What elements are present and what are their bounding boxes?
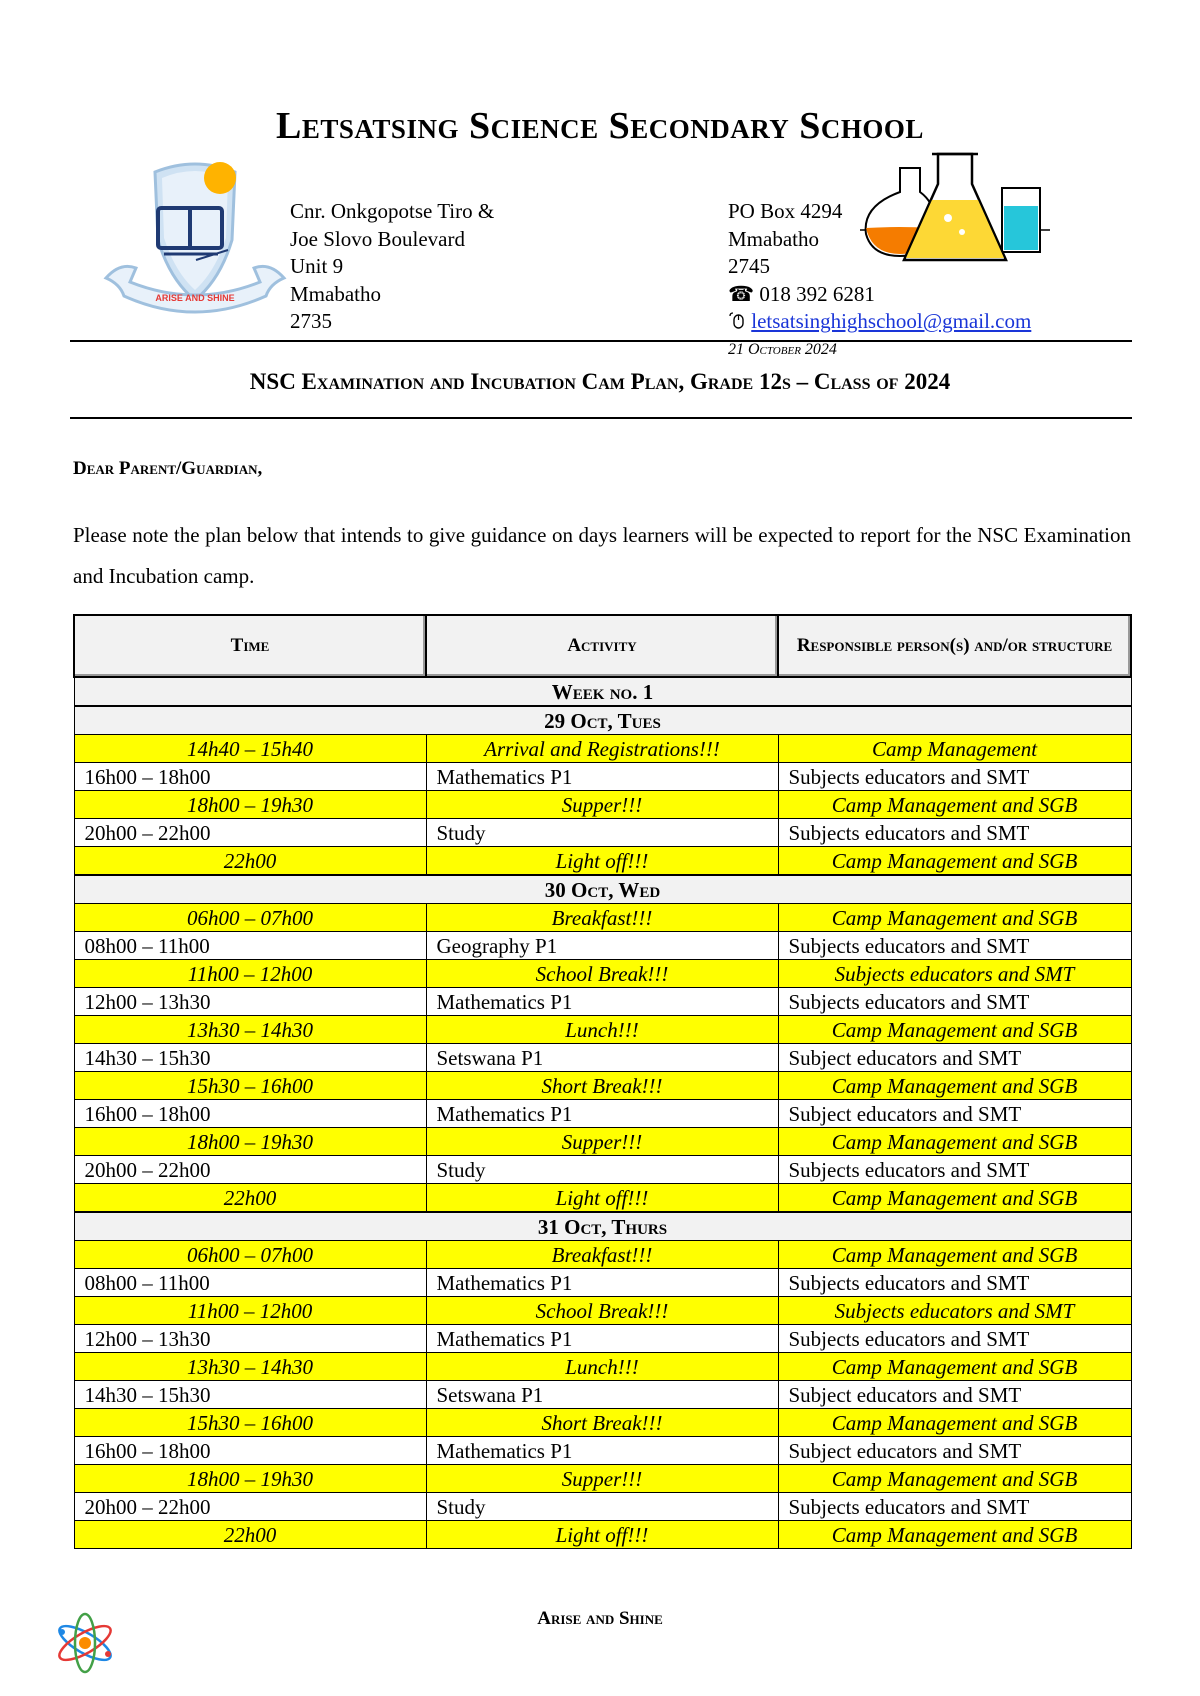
responsible-cell: Camp Management and SGB <box>778 904 1131 932</box>
activity-cell: Lunch!!! <box>426 1016 778 1044</box>
time-cell: 11h00 – 12h00 <box>74 1297 426 1325</box>
table-row <box>74 1353 1131 1381</box>
time-cell: 14h30 – 15h30 <box>74 1044 426 1072</box>
activity-cell: Arrival and Registrations!!! <box>426 735 778 763</box>
responsible-cell: Subjects educators and SMT <box>778 819 1131 847</box>
responsible-cell: Camp Management and SGB <box>778 1016 1131 1044</box>
activity-cell: Setswana P1 <box>426 1044 778 1072</box>
postal-line: Mmabatho <box>728 226 819 251</box>
crest-motto: ARISE AND SHINE <box>155 293 235 303</box>
postal-line: PO Box 4294 <box>728 199 843 223</box>
address-line: Cnr. Onkgopotse Tiro & <box>290 199 495 223</box>
table-row <box>74 1269 1131 1297</box>
table-row <box>74 1184 1131 1213</box>
responsible-cell: Subjects educators and SMT <box>778 988 1131 1016</box>
section-heading-row <box>74 677 1131 706</box>
activity-cell: Breakfast!!! <box>426 1241 778 1269</box>
activity-cell: Short Break!!! <box>426 1409 778 1437</box>
activity-cell: Study <box>426 1156 778 1184</box>
time-cell: 20h00 – 22h00 <box>74 819 426 847</box>
time-cell: 20h00 – 22h00 <box>74 1156 426 1184</box>
table-row <box>74 1297 1131 1325</box>
table-row <box>74 988 1131 1016</box>
postal-line: 2745 <box>728 254 770 278</box>
address-line: 2735 <box>290 309 332 333</box>
salutation: Dear Parent/Guardian, <box>73 458 263 479</box>
time-cell: 14h40 – 15h40 <box>74 735 426 763</box>
table-header-row <box>74 615 1131 677</box>
address-line: Unit 9 <box>290 254 344 278</box>
school-street-address <box>290 198 494 336</box>
camp-plan-table <box>73 614 1132 1549</box>
table-row <box>74 1409 1131 1437</box>
time-cell: 11h00 – 12h00 <box>74 960 426 988</box>
activity-cell: Mathematics P1 <box>426 763 778 791</box>
mouse-icon <box>728 310 746 330</box>
header-divider <box>70 340 1132 342</box>
time-cell: 22h00 <box>74 847 426 876</box>
section-heading: Week no. 1 <box>74 677 1131 706</box>
activity-cell: Light off!!! <box>426 847 778 876</box>
responsible-cell: Camp Management <box>778 735 1131 763</box>
time-cell: 16h00 – 18h00 <box>74 1100 426 1128</box>
section-heading-row <box>74 1212 1131 1241</box>
responsible-cell: Camp Management and SGB <box>778 1409 1131 1437</box>
time-cell: 22h00 <box>74 1521 426 1549</box>
time-cell: 18h00 – 19h30 <box>74 791 426 819</box>
responsible-cell: Camp Management and SGB <box>778 1184 1131 1213</box>
section-heading: 31 Oct, Thurs <box>74 1212 1131 1241</box>
table-row <box>74 960 1131 988</box>
responsible-cell: Camp Management and SGB <box>778 1353 1131 1381</box>
table-row <box>74 847 1131 876</box>
time-cell: 22h00 <box>74 1184 426 1213</box>
email-link[interactable]: letsatsinghighschool@gmail.com <box>751 309 1032 333</box>
responsible-cell: Camp Management and SGB <box>778 1465 1131 1493</box>
table-row <box>74 1044 1131 1072</box>
section-heading-row <box>74 706 1131 735</box>
activity-cell: Light off!!! <box>426 1521 778 1549</box>
time-cell: 16h00 – 18h00 <box>74 763 426 791</box>
activity-cell: Mathematics P1 <box>426 988 778 1016</box>
activity-cell: Supper!!! <box>426 1128 778 1156</box>
activity-cell: Study <box>426 819 778 847</box>
responsible-cell: Subjects educators and SMT <box>778 960 1131 988</box>
school-crest-logo <box>100 150 290 330</box>
time-cell: 06h00 – 07h00 <box>74 1241 426 1269</box>
school-name: Letsatsing Science Secondary School <box>276 105 924 147</box>
table-row <box>74 791 1131 819</box>
activity-cell: Short Break!!! <box>426 1072 778 1100</box>
responsible-cell: Subjects educators and SMT <box>778 763 1131 791</box>
phone-line <box>728 281 1031 309</box>
responsible-cell: Camp Management and SGB <box>778 1072 1131 1100</box>
responsible-cell: Subjects educators and SMT <box>778 1297 1131 1325</box>
school-postal-address <box>728 198 1031 336</box>
activity-cell: Mathematics P1 <box>426 1325 778 1353</box>
table-row <box>74 1072 1131 1100</box>
time-cell: 13h30 – 14h30 <box>74 1353 426 1381</box>
activity-cell: School Break!!! <box>426 1297 778 1325</box>
time-cell: 20h00 – 22h00 <box>74 1493 426 1521</box>
table-row <box>74 1128 1131 1156</box>
time-cell: 08h00 – 11h00 <box>74 1269 426 1297</box>
time-cell: 18h00 – 19h30 <box>74 1128 426 1156</box>
address-line: Mmabatho <box>290 281 381 306</box>
title-divider <box>70 417 1132 419</box>
responsible-cell: Subject educators and SMT <box>778 1100 1131 1128</box>
table-row <box>74 1493 1131 1521</box>
time-cell: 14h30 – 15h30 <box>74 1381 426 1409</box>
table-row <box>74 1016 1131 1044</box>
activity-cell: Supper!!! <box>426 1465 778 1493</box>
time-cell: 08h00 – 11h00 <box>74 932 426 960</box>
time-cell: 15h30 – 16h00 <box>74 1072 426 1100</box>
responsible-cell: Camp Management and SGB <box>778 791 1131 819</box>
document-title: NSC Examination and Incubation Cam Plan, Grade 12s – Class of 2024 <box>249 369 951 394</box>
table-row <box>74 1325 1131 1353</box>
responsible-cell: Camp Management and SGB <box>778 1521 1131 1549</box>
time-cell: 06h00 – 07h00 <box>74 904 426 932</box>
header-responsible: Responsible person(s) and/or structure <box>778 615 1131 677</box>
section-heading-row <box>74 875 1131 904</box>
table-body <box>74 677 1131 1549</box>
activity-cell: Mathematics P1 <box>426 1100 778 1128</box>
activity-cell: Mathematics P1 <box>426 1269 778 1297</box>
responsible-cell: Subjects educators and SMT <box>778 1269 1131 1297</box>
responsible-cell: Subjects educators and SMT <box>778 1493 1131 1521</box>
phone-icon: ☎ <box>728 281 755 306</box>
activity-cell: Lunch!!! <box>426 1353 778 1381</box>
header-activity: Activity <box>426 615 778 677</box>
letter-date: 21 October 2024 <box>728 341 837 358</box>
section-heading: 30 Oct, Wed <box>74 875 1131 904</box>
time-cell: 13h30 – 14h30 <box>74 1016 426 1044</box>
activity-cell: Setswana P1 <box>426 1381 778 1409</box>
responsible-cell: Subject educators and SMT <box>778 1437 1131 1465</box>
activity-cell: School Break!!! <box>426 960 778 988</box>
activity-cell: Geography P1 <box>426 932 778 960</box>
responsible-cell: Subject educators and SMT <box>778 1044 1131 1072</box>
table-row <box>74 1521 1131 1549</box>
activity-cell: Light off!!! <box>426 1184 778 1213</box>
responsible-cell: Subjects educators and SMT <box>778 932 1131 960</box>
table-row <box>74 1100 1131 1128</box>
responsible-cell: Subject educators and SMT <box>778 1381 1131 1409</box>
table-row <box>74 735 1131 763</box>
table-row <box>74 932 1131 960</box>
table-row <box>74 763 1131 791</box>
responsible-cell: Camp Management and SGB <box>778 847 1131 876</box>
table-row <box>74 819 1131 847</box>
table-row <box>74 904 1131 932</box>
table-row <box>74 1241 1131 1269</box>
email-line <box>728 308 1031 336</box>
activity-cell: Mathematics P1 <box>426 1437 778 1465</box>
phone-number: 018 392 6281 <box>759 281 875 306</box>
address-line: Joe Slovo Boulevard <box>290 226 465 251</box>
table-row <box>74 1437 1131 1465</box>
activity-cell: Study <box>426 1493 778 1521</box>
table-row <box>74 1156 1131 1184</box>
activity-cell: Supper!!! <box>426 791 778 819</box>
footer-motto: Arise and Shine <box>537 1608 663 1629</box>
responsible-cell: Camp Management and SGB <box>778 1128 1131 1156</box>
section-heading: 29 Oct, Tues <box>74 706 1131 735</box>
time-cell: 16h00 – 18h00 <box>74 1437 426 1465</box>
responsible-cell: Subjects educators and SMT <box>778 1156 1131 1184</box>
table-row <box>74 1465 1131 1493</box>
table-row <box>74 1381 1131 1409</box>
time-cell: 18h00 – 19h30 <box>74 1465 426 1493</box>
intro-paragraph: Please note the plan below that intends to give guidance on days learners will be expected to report for the NSC Examination and Incubation camp. <box>73 523 1131 588</box>
time-cell: 12h00 – 13h30 <box>74 988 426 1016</box>
responsible-cell: Camp Management and SGB <box>778 1241 1131 1269</box>
time-cell: 12h00 – 13h30 <box>74 1325 426 1353</box>
time-cell: 15h30 – 16h00 <box>74 1409 426 1437</box>
responsible-cell: Subjects educators and SMT <box>778 1325 1131 1353</box>
header-time: Time <box>74 615 426 677</box>
activity-cell: Breakfast!!! <box>426 904 778 932</box>
